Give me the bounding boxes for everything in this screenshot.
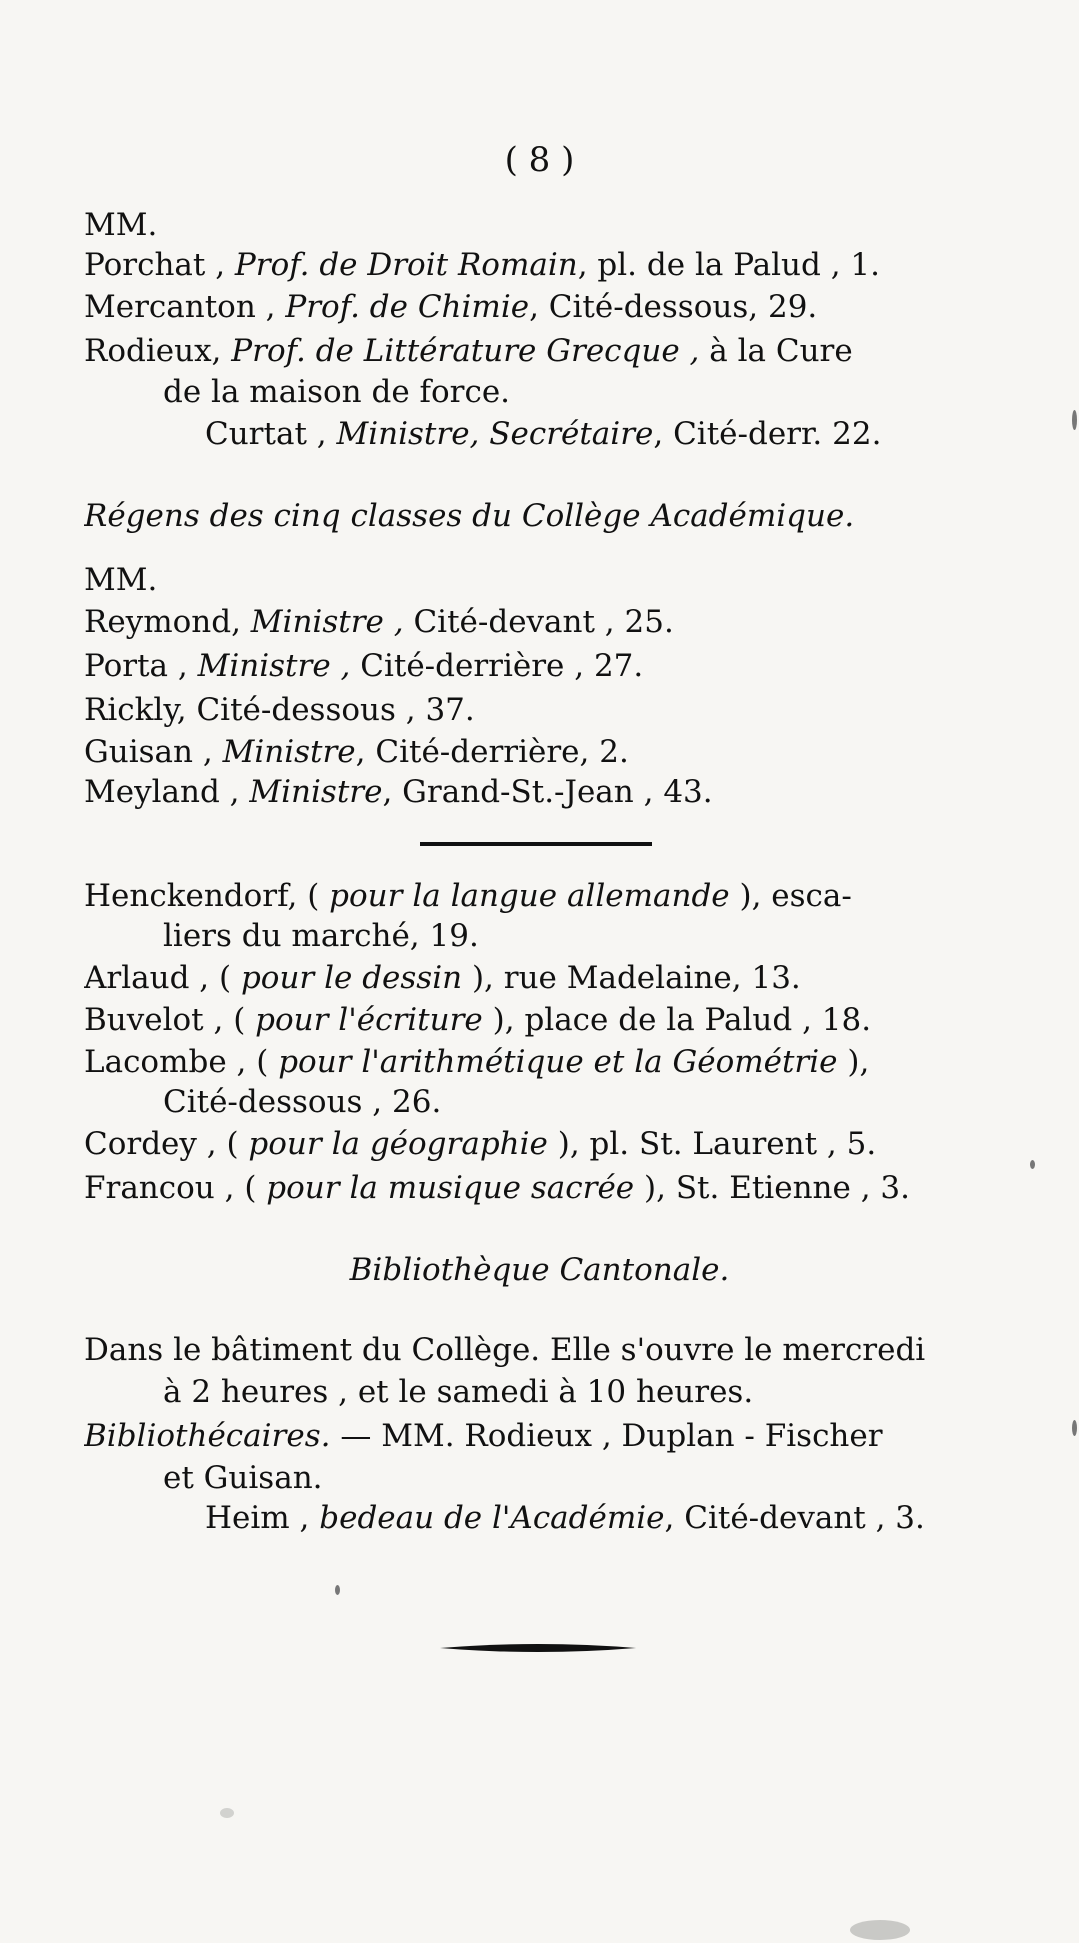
entry-name: Francou , ( <box>84 1170 257 1206</box>
entry-line <box>84 1000 994 1040</box>
entry-role: bedeau de l'Académie <box>319 1500 665 1536</box>
entry-role: Prof. de Chimie <box>285 289 530 325</box>
entry-role: Ministre , <box>250 604 404 640</box>
entry-role: Ministre <box>249 774 383 810</box>
entry-name: Lacombe , ( <box>84 1044 269 1080</box>
entry-line <box>84 287 994 327</box>
entry-address: , Grand-St.-Jean , 43. <box>382 774 713 810</box>
entry-line <box>84 245 994 285</box>
section-heading-library: Bibliothèque Cantonale. <box>349 1252 730 1288</box>
entry-name: Rodieux, <box>84 333 222 369</box>
entry-role: pour la langue allemande <box>329 878 730 914</box>
entry-line <box>84 1168 994 1208</box>
entry-address: , Cité-devant , 3. <box>664 1500 925 1536</box>
entry-line <box>84 732 994 772</box>
entry-name: Cordey , ( <box>84 1126 239 1162</box>
section-divider <box>420 842 652 846</box>
entry-name: Meyland , <box>84 774 240 810</box>
scan-speck <box>1072 1420 1077 1436</box>
entry-line <box>84 1042 994 1082</box>
entry-line <box>84 958 994 998</box>
entry-name: Arlaud , ( <box>84 960 232 996</box>
entry-role: Prof. de Littérature Grecque , <box>231 333 700 369</box>
entry-address: ), pl. St. Laurent , 5. <box>557 1126 877 1162</box>
entry-name: Curtat , <box>205 416 327 452</box>
scan-speck <box>850 1920 910 1940</box>
scan-speck <box>1030 1160 1035 1169</box>
entry-line <box>84 1124 994 1164</box>
entry-address: ), place de la Palud , 18. <box>492 1002 872 1038</box>
entry-line <box>84 690 994 730</box>
entry-name: Heim , <box>205 1500 310 1536</box>
entry-role: Ministre <box>222 734 356 770</box>
scan-speck <box>220 1808 234 1818</box>
entry-line <box>84 876 994 916</box>
entry-address: Cité-dessous , 37. <box>196 692 475 728</box>
entry-name: Guisan , <box>84 734 213 770</box>
library-text: Dans le bâtiment du Collège. Elle s'ouvre le mercredi <box>84 1332 926 1368</box>
entry-role: pour le dessin <box>240 960 463 996</box>
entry-address: ), <box>847 1044 870 1080</box>
entry-continuation: et Guisan. <box>163 1460 323 1496</box>
entry-continuation: Cité-dessous , 26. <box>163 1084 442 1120</box>
entry-name: Henckendorf, ( <box>84 878 320 914</box>
entry-continuation: liers du marché, 19. <box>163 918 479 954</box>
entry-line <box>84 772 994 812</box>
entry-address: — MM. Rodieux , Duplan - Fischer <box>340 1418 883 1454</box>
entry-name: Reymond, <box>84 604 241 640</box>
entry-continuation: de la maison de force. <box>163 374 511 410</box>
entry-line <box>84 602 994 642</box>
entry-address: Cité-derrière , 27. <box>360 648 644 684</box>
entry-role: Prof. de Droit Romain <box>234 247 578 283</box>
entry-role: pour l'écriture <box>255 1002 483 1038</box>
entry-address: , pl. de la Palud , 1. <box>577 247 880 283</box>
entry-continuation: à 2 heures , et le samedi à 10 heures. <box>163 1374 754 1410</box>
entry-line <box>84 646 994 686</box>
entry-role: pour l'arithmétique et la Géométrie <box>278 1044 838 1080</box>
entry-address: , Cité-derrière, 2. <box>355 734 629 770</box>
entry-address: ), rue Madelaine, 13. <box>471 960 801 996</box>
end-ornament <box>440 1640 636 1656</box>
entry-role: Ministre , <box>197 648 351 684</box>
mm-label: MM. <box>84 562 158 598</box>
entry-address: ), St. Etienne , 3. <box>644 1170 910 1206</box>
mm-label: MM. <box>84 207 158 243</box>
entry-role: pour la géographie <box>248 1126 548 1162</box>
entry-name: Porchat , <box>84 247 226 283</box>
entry-address: à la Cure <box>709 333 853 369</box>
entry-name: Porta , <box>84 648 188 684</box>
entry-line <box>205 1498 994 1538</box>
entry-role: pour la musique sacrée <box>266 1170 635 1206</box>
entry-line <box>84 331 994 371</box>
entry-name: Rickly, <box>84 692 187 728</box>
scan-speck <box>1072 410 1077 430</box>
page-number: ( 8 ) <box>504 140 575 180</box>
entry-role: Bibliothécaires. <box>84 1418 331 1454</box>
entry-line <box>84 1416 994 1456</box>
entry-role: Ministre, Secrétaire <box>336 416 654 452</box>
section-heading-regents: Régens des cinq classes du Collège Académique. <box>84 498 855 534</box>
entry-line <box>205 414 994 454</box>
entry-address: Cité-devant , 25. <box>413 604 674 640</box>
entry-name: Buvelot , ( <box>84 1002 246 1038</box>
entry-address: ), esca- <box>739 878 852 914</box>
scan-speck <box>335 1585 340 1595</box>
entry-name: Mercanton , <box>84 289 276 325</box>
entry-address: , Cité-dessous, 29. <box>529 289 818 325</box>
entry-address: , Cité-derr. 22. <box>653 416 882 452</box>
